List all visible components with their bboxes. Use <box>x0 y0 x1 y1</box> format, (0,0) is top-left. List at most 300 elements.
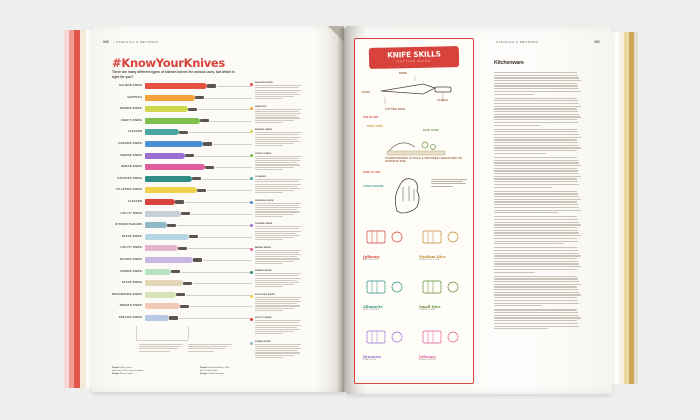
article-text-line <box>494 191 577 192</box>
knife-handle <box>195 96 204 99</box>
annotation-text-line <box>255 254 301 255</box>
label-spine: SPINE <box>399 72 408 75</box>
article-text-line <box>494 150 577 151</box>
knife-label: DECORATING KNIFE <box>112 292 142 296</box>
annotation-text-line <box>255 85 301 86</box>
annotation-text-line <box>255 162 297 163</box>
knife-handle <box>203 142 212 145</box>
cut-style-illustration <box>363 327 413 349</box>
knife-leader-line <box>207 190 252 191</box>
knife-blade <box>145 211 181 217</box>
article-text-line <box>494 193 578 194</box>
article-text-line <box>494 286 577 287</box>
poster-subtitle: CUTTING GUIDE <box>397 59 431 63</box>
article-text-line <box>494 216 577 217</box>
page-subtitle: There are many different types of kitchen knives for various uses, but which is right for you? <box>112 70 235 79</box>
label-dont-grip: DON'T GRIP <box>367 125 383 128</box>
annotation-text-line <box>255 258 300 259</box>
article-text-line <box>494 253 579 254</box>
knife-annotation <box>255 176 301 195</box>
knife-blade <box>145 222 167 228</box>
article-text-line <box>494 114 579 115</box>
knife-label: SANTOKU <box>127 95 142 99</box>
knife-leader-line <box>195 156 252 157</box>
annotation-text-line <box>255 237 294 238</box>
bracket-rule <box>136 326 137 340</box>
article-text-line <box>494 139 577 140</box>
article-text-line <box>494 103 579 104</box>
annotation-text-line <box>255 188 300 189</box>
article-text-line <box>494 255 581 256</box>
annotation-text-line <box>255 158 299 159</box>
knife-annotation <box>255 82 301 101</box>
annotation-bullet-icon <box>250 177 253 180</box>
article-text-line <box>494 263 579 264</box>
article-text-line <box>494 108 577 109</box>
cut-style-name: Medium Dice <box>419 254 446 259</box>
annotation-text-line <box>255 301 301 302</box>
article-text-line <box>494 227 577 228</box>
label-two-fingers: THUMB PRESSES AT BACK & PROVIDES FINGER GRIP ON OPPOSITE SIDE <box>385 157 462 163</box>
annotation-bullet-icon <box>250 224 253 227</box>
credit-role: Project <box>112 367 120 369</box>
hand-grip-illustration <box>387 167 431 215</box>
article-text-line <box>494 309 577 310</box>
annotation-text-line <box>255 115 297 116</box>
article-text-line <box>494 269 577 270</box>
article-text-line <box>494 323 578 324</box>
knife-blade <box>145 234 189 240</box>
credit-value: Illustrated Edition, 2016 <box>207 367 230 369</box>
article-text-line <box>494 294 581 295</box>
knife-annotation <box>255 223 301 242</box>
bracket-rule <box>188 326 189 340</box>
knife-blade <box>145 153 185 159</box>
cut-style-name: Small Dice <box>419 304 441 309</box>
knife-blade <box>145 95 195 101</box>
credit-line2: September 2014, United Kingdom <box>112 370 144 372</box>
annotation-text-line <box>255 286 283 287</box>
knife-handle <box>200 119 209 122</box>
annotation-heading: SALMON KNIFE <box>255 82 273 84</box>
annotation-bullet-icon <box>250 342 253 345</box>
article-text-line <box>494 153 546 154</box>
annotation-text-line <box>255 186 297 187</box>
article-text-line <box>494 176 581 177</box>
article-text-line <box>494 122 578 123</box>
knife-blade <box>145 129 179 135</box>
article-text-line <box>494 145 579 146</box>
annotation-text-line <box>255 87 299 88</box>
knife-blade <box>145 141 203 147</box>
annotation-text-line <box>255 278 301 279</box>
knife-handle <box>205 166 214 169</box>
annotation-text-line <box>255 235 300 236</box>
article-text-line <box>494 116 581 117</box>
annotation-text-line <box>255 273 301 274</box>
annotation-bullet-icon <box>250 318 253 321</box>
article-text-line <box>494 212 558 213</box>
knife-label: CHEESE KNIFE <box>119 153 142 157</box>
article-text-line <box>494 137 581 138</box>
article-text-line <box>494 204 578 205</box>
poster-caption-thumb <box>431 179 467 188</box>
knife-blade <box>145 280 183 286</box>
knife-annotation <box>255 129 301 148</box>
article-text-line <box>494 157 577 158</box>
annotation-text-line <box>255 352 300 353</box>
annotation-text-line <box>255 169 283 170</box>
annotation-text-line <box>255 134 299 135</box>
cut-style-illustration <box>419 277 469 299</box>
credit-role: Project <box>200 367 208 369</box>
annotation-text-line <box>255 160 301 161</box>
knife-blade <box>145 187 197 193</box>
article-text-line <box>494 303 579 304</box>
knife-label: UTILITY KNIFE <box>120 246 142 250</box>
knife-label: UTILITY KNIFE <box>120 211 142 215</box>
article-text-line <box>494 266 581 267</box>
annotation-text-line <box>255 122 283 123</box>
annotation-text-line <box>255 98 283 99</box>
annotation-text-line <box>255 344 301 345</box>
cut-style-item <box>363 327 415 361</box>
annotation-text-line <box>255 109 301 110</box>
article-paragraph <box>494 276 582 307</box>
cut-style-illustration <box>419 227 469 249</box>
knife-label: CLEAVER <box>127 200 142 203</box>
knife-label: TOMATO KNIFE <box>119 304 142 308</box>
cut-style-name: Julienne <box>363 254 380 259</box>
article-text-line <box>494 210 581 211</box>
knife-blade <box>145 83 207 89</box>
label-your-fingers: YOUR FINGERS <box>363 185 384 188</box>
annotation-text-line <box>255 284 294 285</box>
knife-handle <box>185 154 194 157</box>
page-title: #KnowYourKnives <box>112 56 225 70</box>
annotation-heading: UTILITY KNIFE <box>255 317 272 319</box>
article-text-line <box>494 230 578 231</box>
annotation-heading: CLEAVER <box>255 176 266 178</box>
cut-style-name: Allumette <box>363 304 383 309</box>
knife-label: STEAK KNIFE <box>121 281 142 285</box>
annotation-text-line <box>255 299 299 300</box>
knife-label: PEELING KNIFE <box>118 316 142 319</box>
annotation-text-line <box>255 357 283 358</box>
knife-label: SALMON KNIFE <box>119 84 142 87</box>
article-text-line <box>494 284 581 285</box>
knife-label: STEAK KNIFE <box>121 234 142 238</box>
annotation-text-line <box>255 164 300 165</box>
left-page <box>92 26 344 392</box>
article-text-line <box>494 328 548 329</box>
annotation-text-line <box>255 282 300 283</box>
article-text-line <box>494 170 578 171</box>
article-text-line <box>494 160 578 161</box>
article-text-line <box>494 258 577 259</box>
annotation-heading: CHEF'S KNIFE <box>255 152 272 155</box>
annotation-text-line <box>255 350 297 351</box>
article-text-line <box>494 272 535 273</box>
annotation-text-line <box>255 261 294 262</box>
annotation-heading: PARING KNIFE <box>255 270 272 272</box>
annotation-text-line <box>255 181 299 182</box>
annotation-text-line <box>255 239 283 240</box>
knife-handle <box>192 177 201 180</box>
annotation-text-line <box>255 117 300 118</box>
knife-blade <box>145 292 176 298</box>
knife-handle <box>180 305 189 308</box>
article-text-line <box>494 165 581 166</box>
annotation-text-line <box>255 214 294 215</box>
open-book <box>64 26 638 394</box>
annotation-text-line <box>255 137 301 138</box>
knife-label: KITCHEN SHEARS <box>115 223 142 227</box>
annotation-bullet-icon <box>250 107 253 110</box>
knife-leader-line <box>213 144 252 145</box>
article-text-line <box>494 207 579 208</box>
annotation-text-line <box>255 216 283 217</box>
article-text-line <box>494 131 578 132</box>
annotation-heading: CARVING KNIFE <box>255 199 274 202</box>
bracket-leader <box>136 340 188 341</box>
knife-handle <box>169 316 178 319</box>
article-text-line <box>494 281 579 282</box>
knife-handle <box>197 189 206 192</box>
annotation-text-line <box>255 207 301 208</box>
knife-annotation <box>255 317 301 336</box>
annotation-text-line <box>255 331 294 332</box>
article-text-line <box>494 72 577 73</box>
knife-label: FILLETING KNIFE <box>116 188 142 192</box>
knife-leader-line <box>193 283 252 284</box>
running-head-left: UTENSILS & METHODS <box>116 40 159 45</box>
knife-leader-line <box>217 86 252 87</box>
annotation-text-line <box>255 205 299 206</box>
article-text-line <box>494 80 581 81</box>
annotation-text-line <box>255 90 301 91</box>
article-paragraph <box>494 98 582 126</box>
annotation-heading: BREAD KNIFE <box>255 246 272 249</box>
annotation-text-line <box>255 111 299 112</box>
knife-handle <box>188 108 197 111</box>
annotation-text-line <box>255 209 297 210</box>
knife-leader-line <box>210 121 252 122</box>
article-text-line <box>494 300 578 301</box>
annotation-text-line <box>255 263 283 264</box>
label-how-to-use: HOW TO USE <box>363 171 381 174</box>
article-paragraph <box>494 129 582 154</box>
cut-style-note: LONG STRIPS <box>419 359 437 362</box>
cut-style-note: CUBES OF 1 CM <box>419 259 440 262</box>
book-edge-right <box>612 32 638 384</box>
cut-style-item <box>419 277 471 311</box>
annotation-text-line <box>255 231 301 232</box>
article-text-line <box>494 196 579 197</box>
annotation-text-line <box>255 355 294 356</box>
article-text-line <box>494 85 578 86</box>
annotation-text-line <box>255 192 283 193</box>
cut-style-illustration <box>419 327 469 349</box>
knife-label: BREAD KNIFE <box>121 165 142 169</box>
article-heading: Kitchenware <box>494 60 524 66</box>
cut-style-item <box>419 227 471 261</box>
article-text-line <box>494 88 579 89</box>
knife-blade <box>145 176 192 182</box>
article-text-line <box>494 320 577 321</box>
annotation-text-line <box>255 325 301 326</box>
article-text-line <box>494 94 534 95</box>
annotation-heading: FILLETING KNIFE <box>255 293 275 296</box>
cut-style-item <box>419 327 471 361</box>
knife-leader-line <box>191 214 252 215</box>
knife-annotation <box>255 270 301 289</box>
annotation-text-line <box>255 167 294 168</box>
article-text-line <box>494 247 577 248</box>
article-paragraph <box>494 309 582 329</box>
annotation-text-line <box>255 320 301 321</box>
knife-leader-line <box>188 248 252 249</box>
annotation-text-line <box>255 132 301 133</box>
knife-label: CARVING KNIFE <box>118 142 142 145</box>
annotation-text-line <box>255 297 301 298</box>
article-paragraph <box>494 157 582 188</box>
cut-style-item <box>363 277 415 311</box>
knife-annotation <box>255 247 301 266</box>
article-text-line <box>494 75 578 76</box>
cut-style-name: Brunoise <box>363 354 382 359</box>
article-text-line <box>494 224 581 225</box>
article-text-line <box>494 98 577 99</box>
label-blade: THE BLADE <box>363 116 379 119</box>
cut-style-item <box>363 227 415 261</box>
credit-left <box>112 367 143 376</box>
annotation-heading: CHEESE KNIFE <box>255 223 273 225</box>
poster-title: KNIFE SKILLS <box>387 49 441 60</box>
knife-label: SLICING KNIFE <box>119 258 142 261</box>
annotation-text-line <box>255 305 300 306</box>
annotation-bullet-icon <box>250 248 253 251</box>
annotation-text-line <box>255 145 283 146</box>
knife-blade <box>145 303 180 309</box>
annotation-text-line <box>255 156 301 157</box>
annotation-text-line <box>255 233 297 234</box>
knife-annotation <box>255 200 301 219</box>
cut-style-note: THIN STRIPS <box>363 309 380 312</box>
knife-leader-line <box>203 260 252 261</box>
knife-leader-line <box>215 167 252 168</box>
knife-leader-line <box>199 237 252 238</box>
running-head-right: UTENSILS & METHODS <box>496 40 539 45</box>
annotation-bullet-icon <box>250 295 253 298</box>
knife-leader-line <box>179 318 252 319</box>
article-text-line <box>494 100 578 101</box>
annotation-text-line <box>255 228 299 229</box>
article-text-line <box>494 106 581 107</box>
article-text-line <box>494 119 577 120</box>
knife-blade <box>145 269 171 275</box>
article-text-line <box>494 315 579 316</box>
article-text-line <box>494 276 577 277</box>
cut-style-note: FINE DICE <box>363 359 376 362</box>
annotation-text-line <box>255 329 300 330</box>
credit-value2: Heather Henshaw <box>207 373 225 375</box>
article-text-line <box>494 129 577 130</box>
annotation-text-line <box>255 308 294 309</box>
folio-right: 069 <box>594 40 600 44</box>
annotation-text-line <box>255 92 297 93</box>
annotation-text-line <box>255 327 297 328</box>
book-edge-left <box>64 30 94 388</box>
annotation-bullet-icon <box>250 83 253 86</box>
article-text-line <box>494 134 579 135</box>
annotation-text-line <box>255 203 301 204</box>
knife-handle <box>189 235 198 238</box>
article-text-line <box>494 312 578 313</box>
knife-leader-line <box>177 225 252 226</box>
article-text-line <box>494 111 578 112</box>
article-text-line <box>494 181 578 182</box>
diagram-footnote <box>139 344 183 353</box>
article-text-line <box>494 168 577 169</box>
article-text-line <box>494 178 577 179</box>
annotation-text-line <box>255 120 294 121</box>
knife-annotation <box>255 153 301 172</box>
knife-label: BONING KNIFE <box>120 107 142 111</box>
article-paragraph <box>494 247 582 272</box>
cut-style-name: Julienne <box>419 354 436 359</box>
credit-middle <box>200 367 229 376</box>
annotation-text-line <box>255 96 294 97</box>
article-text-line <box>494 261 578 262</box>
credit-value2: Wilson Cowles <box>119 373 134 375</box>
knife-label: PARING KNIFE <box>120 269 142 273</box>
annotation-text-line <box>255 211 300 212</box>
article-text-line <box>494 91 581 92</box>
article-text-line <box>494 142 578 143</box>
annotation-text-line <box>255 275 299 276</box>
annotation-heading: SANTOKU <box>255 105 267 108</box>
knife-handle <box>179 131 188 134</box>
article-text-line <box>494 184 579 185</box>
article-text-line <box>494 317 581 318</box>
article-text-line <box>494 77 579 78</box>
article-text-line <box>494 238 577 239</box>
knife-blade <box>145 245 178 251</box>
knife-blade <box>145 106 188 112</box>
article-text-line <box>494 326 579 327</box>
annotation-text-line <box>255 250 301 251</box>
annotation-text-line <box>255 310 283 311</box>
annotation-bullet-icon <box>250 130 253 133</box>
knife-label: SANTOKU KNIFE <box>117 176 142 180</box>
label-cutting-edge: CUTTING EDGE <box>385 108 406 111</box>
knife-label: CLEAVER <box>127 130 142 134</box>
knife-label: CHEF'S KNIFE <box>121 118 142 122</box>
article-text-line <box>494 173 579 174</box>
annotation-bullet-icon <box>250 201 253 204</box>
annotation-text-line <box>255 256 297 257</box>
annotation-text-line <box>255 113 301 114</box>
knife-blade <box>145 315 169 321</box>
annotation-text-line <box>255 143 294 144</box>
annotation-text-line <box>255 280 297 281</box>
credit-role2: Design <box>200 373 207 375</box>
credit-value: Milton Stores <box>119 367 132 369</box>
article-text-line <box>494 278 578 279</box>
annotation-text-line <box>255 346 299 347</box>
article-text-line <box>494 222 579 223</box>
